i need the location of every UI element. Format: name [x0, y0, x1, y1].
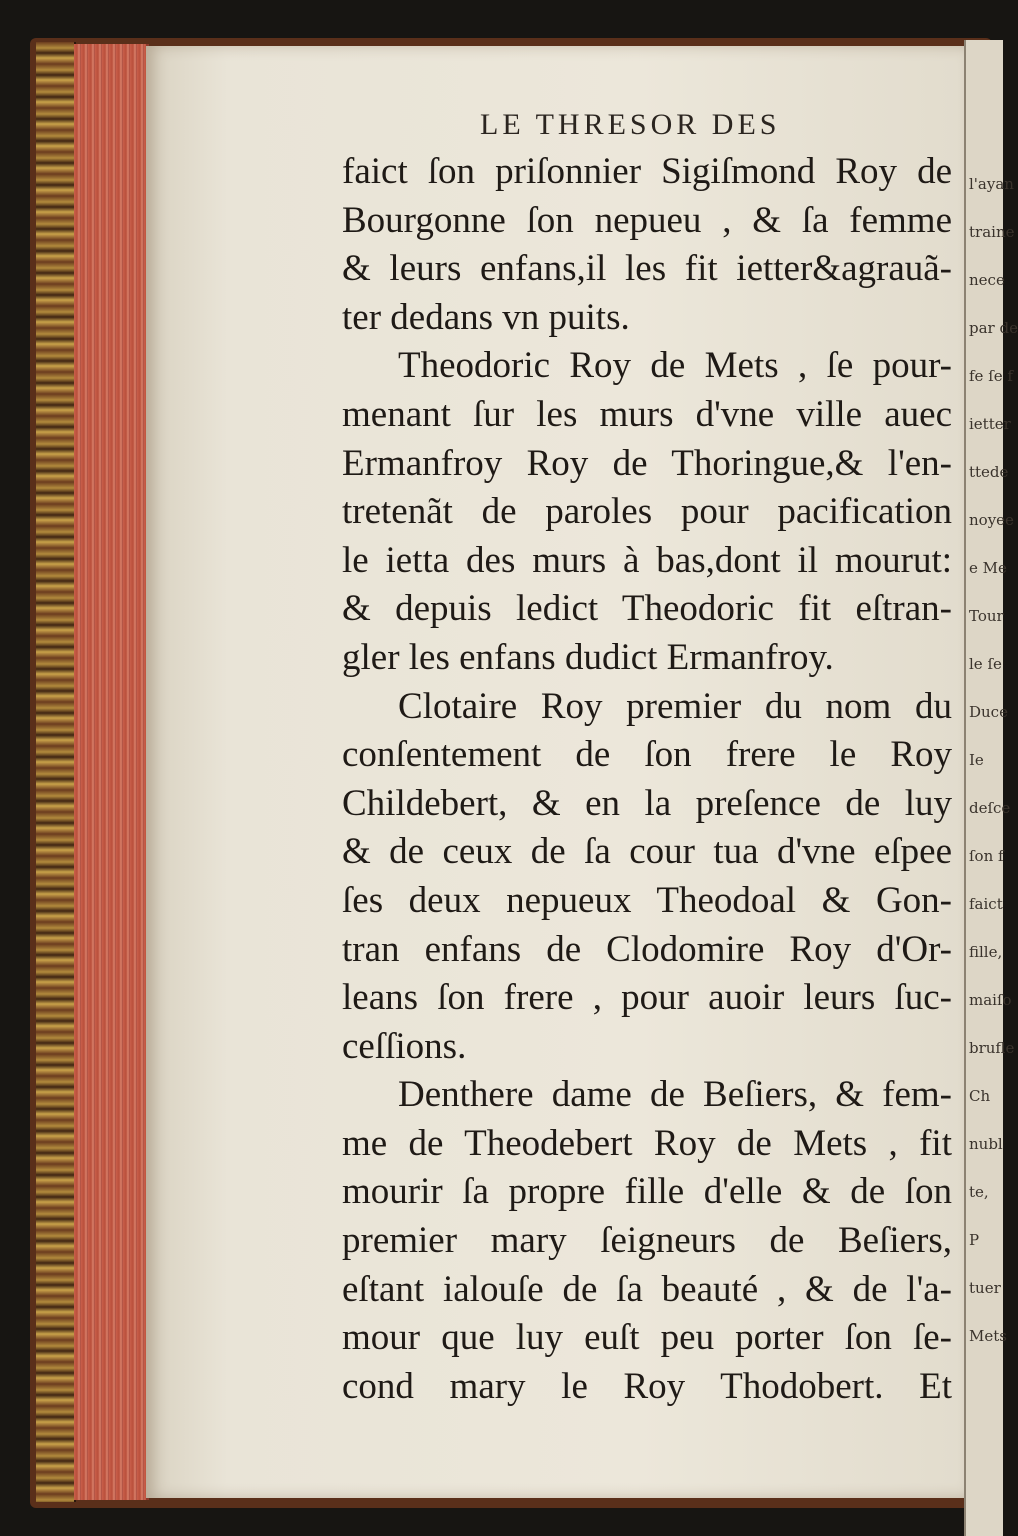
facing-fragment: ſon f — [969, 847, 1004, 865]
facing-fragment: faict — [969, 895, 1003, 913]
page-edges — [74, 44, 149, 1500]
text-line: leans ſon frere , pour auoir leurs ſuc- — [342, 977, 952, 1019]
text-line: premier mary ſeigneurs de Beſiers, — [342, 1220, 952, 1262]
text-line: le ietta des murs à bas,dont il mourut: — [342, 539, 952, 581]
text-line: conſentement de ſon frere le Roy — [342, 734, 952, 776]
facing-fragment: e Me — [969, 559, 1007, 577]
text-line: Ermanfroy Roy de Thoringue,& l'en- — [342, 442, 952, 484]
text-line: gler les enfans dudict Ermanfroy. — [342, 636, 834, 678]
text-line: & leurs enfans,il les fit ietter&agrauã- — [342, 248, 952, 290]
text-line: & de ceux de ſa cour tua d'vne eſpee — [342, 831, 952, 873]
page-text — [342, 148, 952, 1411]
facing-page-edge — [964, 40, 1018, 1536]
text-line: faict ſon priſonnier Sigiſmond Roy de — [342, 151, 952, 192]
text-line: tretenãt de paroles pour pacification — [342, 491, 952, 533]
facing-fragment: Tour — [969, 607, 1004, 625]
facing-fragment: le ſe — [969, 655, 1002, 673]
text-line: Denthere dame de Beſiers, & fem- — [398, 1074, 952, 1116]
facing-fragment: nubl — [969, 1135, 1003, 1153]
text-line: me de Theodebert Roy de Mets , fit — [342, 1122, 952, 1164]
running-head: LE THRESOR DES — [480, 108, 781, 141]
facing-fragment: par de — [969, 319, 1018, 337]
text-line: ter dedans vn puits. — [342, 296, 630, 338]
facing-fragment: nece — [969, 271, 1005, 289]
facing-fragment: l'ayan — [969, 175, 1014, 193]
facing-fragment: ietter — [969, 415, 1011, 433]
facing-fragment: Mets — [969, 1327, 1007, 1345]
facing-fragment: brufle — [969, 1039, 1015, 1057]
facing-fragment: traine — [969, 223, 1015, 241]
text-line: & depuis ledict Theodoric fit eſtran- — [342, 588, 952, 630]
facing-fragment: deſce — [969, 799, 1011, 817]
text-line: ſes deux nepueux Theodoal & Gon- — [342, 879, 952, 921]
gilt-cover-edge — [36, 42, 76, 1502]
text-line: menant ſur les murs d'vne ville auec — [342, 393, 952, 435]
text-line: mour que luy euſt peu porter ſon ſe- — [342, 1317, 952, 1359]
text-line: ceſſions. — [342, 1025, 467, 1067]
facing-fragment: Duce — [969, 703, 1008, 721]
facing-fragment: fe ſe f — [969, 367, 1013, 385]
facing-fragment: te, — [969, 1183, 989, 1201]
text-line: tran enfans de Clodomire Roy d'Or- — [342, 928, 952, 970]
text-line: Childebert, & en la preſence de luy — [342, 782, 952, 824]
text-line: eſtant ialouſe de ſa beauté , & de l'a- — [342, 1268, 952, 1310]
text-line: cond mary le Roy Thodobert. Et — [342, 1365, 952, 1407]
text-line: Bourgonne ſon nepueu , & ſa femme — [342, 199, 952, 241]
strip-spacer — [966, 40, 1003, 160]
text-line: mourir ſa propre fille d'elle & de ſon — [342, 1171, 952, 1213]
facing-fragment: fille, — [969, 943, 1003, 961]
facing-fragment: tuer — [969, 1279, 1001, 1297]
text-line: Theodoric Roy de Mets , ſe pour- — [398, 345, 952, 387]
facing-fragment: Ie — [969, 751, 984, 769]
facing-fragment: Ch — [969, 1087, 991, 1105]
facing-fragment: maiſo — [969, 991, 1012, 1009]
facing-fragment: noyee — [969, 511, 1014, 529]
text-line: Clotaire Roy premier du nom du — [398, 685, 952, 727]
facing-fragment: P — [969, 1231, 980, 1249]
facing-fragment: ttede — [969, 463, 1009, 481]
